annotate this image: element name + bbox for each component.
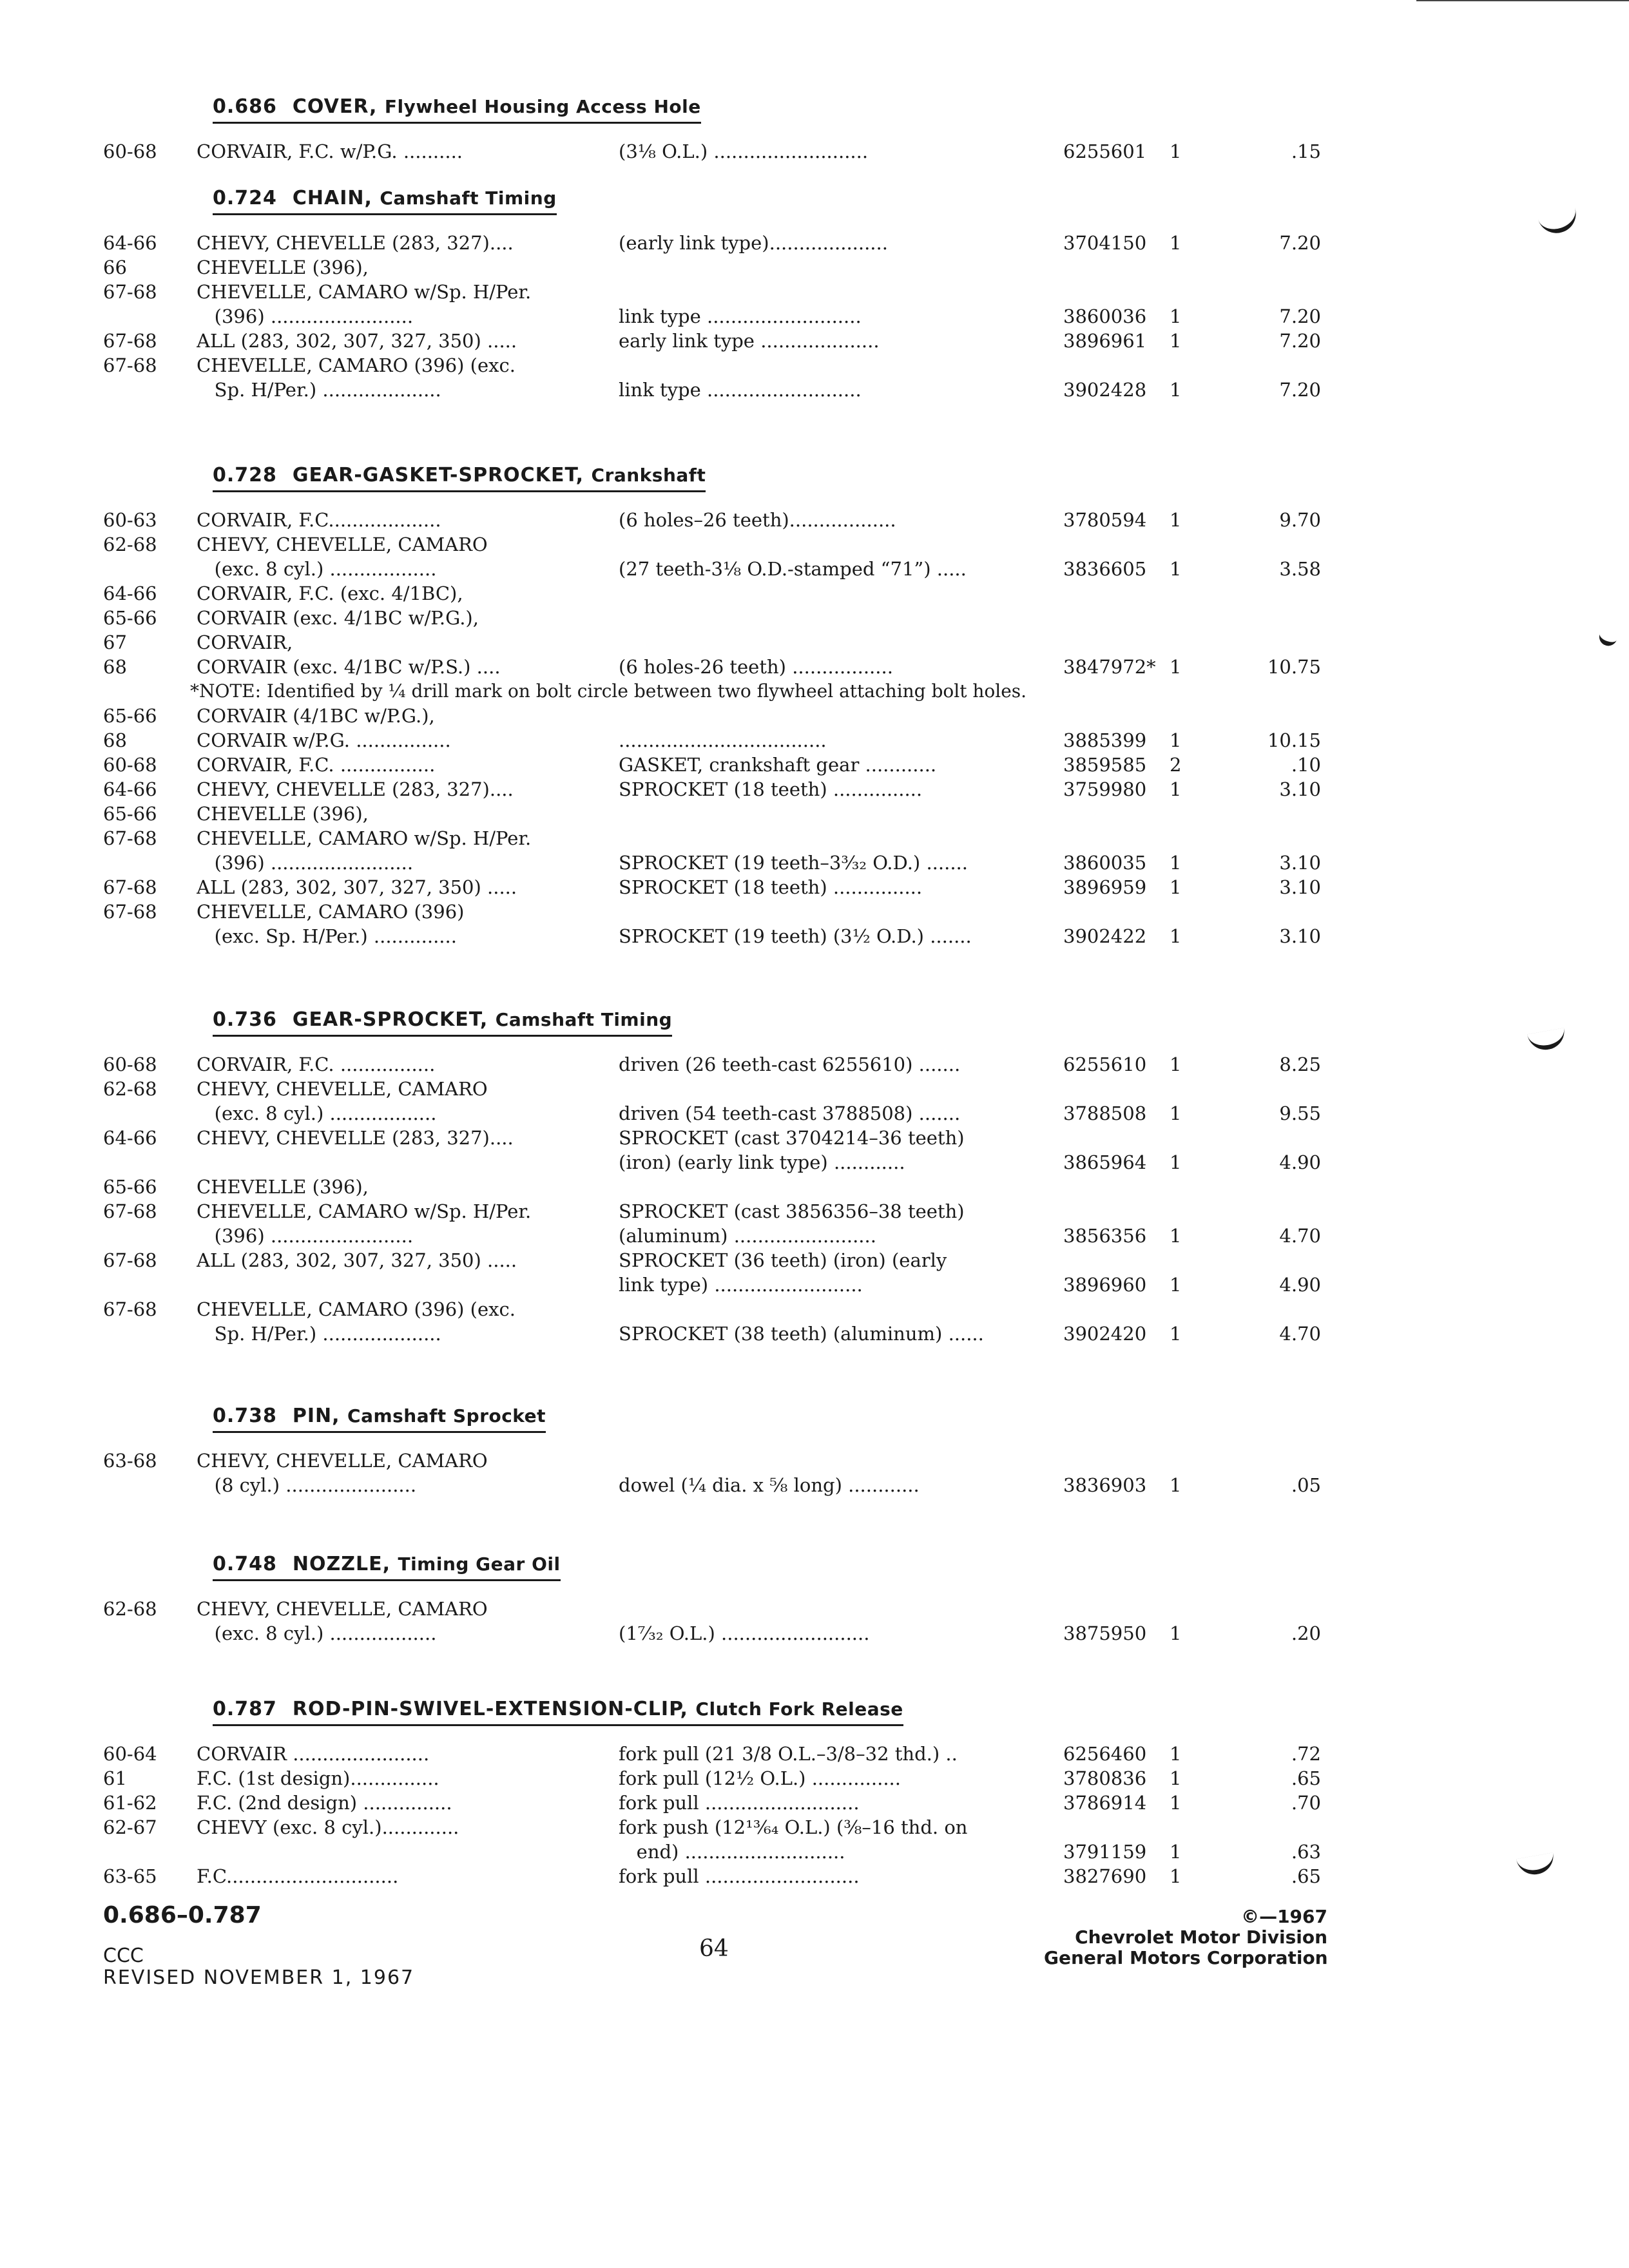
list-price: .65 [1291,1767,1321,1789]
description: link type .......................... [619,305,862,327]
part-number: 3896960 [1063,1274,1147,1296]
table-row [103,1126,1340,1150]
quantity: 1 [1170,852,1182,874]
model-years: 67-68 [103,901,157,923]
section-heading [213,187,557,215]
table-row [103,280,1340,304]
section-term: Timing Gear Oil [398,1553,561,1575]
application: (exc. 8 cyl.) .................. [197,1102,437,1124]
table-row [103,899,1340,924]
table-row [103,1742,1340,1766]
application: Sp. H/Per.) .................... [197,379,441,401]
table-row [103,1199,1340,1224]
application: CHEVELLE, CAMARO w/Sp. H/Per. [197,281,532,303]
part-number: 3827690 [1063,1865,1147,1887]
parts-list [103,508,1340,948]
copyright: ©—1967 [1241,1906,1327,1927]
quantity: 1 [1170,876,1182,898]
table-row [103,1150,1340,1175]
table-row [103,630,1340,655]
section-heading [213,1698,903,1726]
description: fork pull .......................... [619,1792,860,1814]
description: fork pull (12½ O.L.) ............... [619,1767,901,1789]
application: F.C. (2nd design) ............... [197,1792,452,1814]
application: (exc. 8 cyl.) .................. [197,1622,437,1644]
quantity: 1 [1170,1151,1182,1173]
table-row [103,231,1340,255]
list-price: 4.70 [1279,1323,1321,1345]
model-years: 67-68 [103,1298,157,1320]
parts-list [103,231,1340,402]
quantity: 1 [1170,509,1182,531]
parts-list [103,139,1340,164]
table-row [103,1273,1340,1297]
model-years: 60-64 [103,1743,157,1765]
table-row [103,304,1340,329]
list-price: 4.90 [1279,1274,1321,1296]
description: SPROCKET (38 teeth) (aluminum) ...... [619,1323,984,1345]
table-row [103,1175,1340,1199]
part-number: 3704150 [1063,232,1147,254]
part-number: 3875950 [1063,1622,1147,1644]
corporation-name: General Motors Corporation [1044,1947,1328,1968]
parts-list [103,1052,1340,1346]
quantity: 1 [1170,1841,1182,1863]
quantity: 1 [1170,379,1182,401]
description: SPROCKET (cast 3704214–36 teeth) [619,1127,965,1149]
table-row [103,581,1340,606]
section-code: 0.787 [213,1698,277,1720]
quantity: 1 [1170,232,1182,254]
application: CORVAIR (exc. 4/1BC w/P.S.) .... [197,656,501,678]
part-number: 3788508 [1063,1102,1147,1124]
section-title: GEAR-SPROCKET, [292,1008,488,1031]
section-term: Crankshaft [591,465,706,486]
application: (exc. Sp. H/Per.) .............. [197,925,457,947]
quantity: 1 [1170,558,1182,580]
model-years: 65-66 [103,705,157,727]
quantity: 1 [1170,1767,1182,1789]
application: CHEVELLE, CAMARO (396) [197,901,465,923]
table-row [103,139,1340,164]
list-price: 10.75 [1267,656,1321,678]
section-term: Camshaft Timing [495,1009,673,1030]
table-row [103,378,1340,402]
section-title: ROD-PIN-SWIVEL-EXTENSION-CLIP, [292,1698,688,1720]
model-years: 63-68 [103,1450,157,1472]
table-row [103,1297,1340,1321]
application: CHEVELLE, CAMARO w/Sp. H/Per. [197,1200,532,1222]
quantity: 1 [1170,1053,1182,1075]
application: CHEVELLE (396), [197,803,369,825]
list-price: .15 [1291,140,1321,162]
model-years: 68 [103,656,127,678]
description: link type .......................... [619,379,862,401]
list-price: 8.25 [1279,1053,1321,1075]
description: link type) ......................... [619,1274,863,1296]
table-row [103,1248,1340,1273]
list-price: .63 [1291,1841,1321,1863]
description: SPROCKET (19 teeth–3³⁄₃₂ O.D.) ....... [619,852,968,874]
model-years: 67-68 [103,827,157,849]
section-heading [213,1008,672,1037]
section-0-686 [103,95,1340,164]
application: CHEVY, CHEVELLE (283, 327).... [197,232,514,254]
section-heading [213,464,706,492]
quantity: 2 [1170,754,1182,776]
model-years: 67-68 [103,354,157,376]
table-row [103,1766,1340,1791]
section-title: GEAR-GASKET-SPROCKET, [292,464,584,486]
model-years: 63-65 [103,1865,157,1887]
list-price: 3.10 [1279,876,1321,898]
section-term: Camshaft Timing [380,187,557,209]
division-name: Chevrolet Motor Division [1075,1927,1327,1948]
section-0-724 [103,187,1340,402]
table-row [103,508,1340,532]
application: CHEVY, CHEVELLE, CAMARO [197,1078,488,1100]
description: driven (54 teeth-cast 3788508) ....... [619,1102,961,1124]
part-number: 3902428 [1063,379,1147,401]
table-row [103,826,1340,850]
application: CORVAIR, [197,631,293,653]
table-row [103,753,1340,777]
section-title: COVER, [292,95,378,118]
section-0-736 [103,1008,1340,1346]
model-years: 62-68 [103,1078,157,1100]
section-term: Camshaft Sprocket [347,1405,546,1427]
description: SPROCKET (36 teeth) (iron) (early [619,1249,947,1271]
table-row [103,1815,1340,1840]
ccc-label: CCC [103,1945,144,1967]
quantity: 1 [1170,1743,1182,1765]
model-years: 60-63 [103,509,157,531]
application: (8 cyl.) ...................... [197,1474,417,1496]
application: CHEVELLE, CAMARO (396) (exc. [197,354,516,376]
section-0-748 [103,1553,1340,1646]
description: (3⅛ O.L.) .......................... [619,140,869,162]
table-row [103,924,1340,948]
description: (6 holes-26 teeth) ................. [619,656,893,678]
section-code: 0.738 [213,1405,277,1427]
part-number: 3786914 [1063,1792,1147,1814]
section-title: NOZZLE, [292,1553,391,1575]
application: F.C. (1st design)............... [197,1767,439,1789]
table-row [103,557,1340,581]
description: driven (26 teeth-cast 6255610) ....... [619,1053,961,1075]
application: CHEVELLE (396), [197,1176,369,1198]
section-code: 0.748 [213,1553,277,1575]
quantity: 1 [1170,140,1182,162]
model-years: 67-68 [103,281,157,303]
list-price: .70 [1291,1792,1321,1814]
description: SPROCKET (18 teeth) ............... [619,876,923,898]
table-row [103,704,1340,728]
description: (aluminum) ........................ [619,1225,876,1247]
section-code: 0.736 [213,1008,277,1031]
model-years: 67-68 [103,1249,157,1271]
application: (exc. 8 cyl.) .................. [197,558,437,580]
list-price: 3.58 [1279,558,1321,580]
description: (1⁷⁄₃₂ O.L.) ......................... [619,1622,870,1644]
model-years: 64-66 [103,232,157,254]
part-number: 3791159 [1063,1841,1147,1863]
list-price: 3.10 [1279,778,1321,800]
model-years: 65-66 [103,803,157,825]
part-number: 3847972* [1063,656,1156,678]
list-price: .20 [1291,1622,1321,1644]
list-price: 7.20 [1279,305,1321,327]
table-row [103,329,1340,353]
quantity: 1 [1170,1792,1182,1814]
quantity: 1 [1170,330,1182,352]
part-number: 3856356 [1063,1225,1147,1247]
table-row [103,1101,1340,1126]
model-years: 67-68 [103,330,157,352]
model-years: 67 [103,631,127,653]
part-number: 3860035 [1063,852,1147,874]
part-number: 3865964 [1063,1151,1147,1173]
table-row [103,1448,1340,1473]
quantity: 1 [1170,1323,1182,1345]
model-years: 60-68 [103,754,157,776]
description: SPROCKET (cast 3856356–38 teeth) [619,1200,965,1222]
quantity: 1 [1170,925,1182,947]
description: (iron) (early link type) ............ [619,1151,905,1173]
section-code: 0.724 [213,187,277,209]
application: CHEVELLE, CAMARO (396) (exc. [197,1298,516,1320]
quantity: 1 [1170,1865,1182,1887]
part-number: 6256460 [1063,1743,1147,1765]
description: fork pull .......................... [619,1865,860,1887]
model-years: 61-62 [103,1792,157,1814]
section-heading [213,95,701,124]
part-number: 3780836 [1063,1767,1147,1789]
application: CHEVY, CHEVELLE (283, 327).... [197,1127,514,1149]
list-price: 3.10 [1279,925,1321,947]
page-range: 0.686–0.787 [103,1902,262,1928]
table-row [103,1224,1340,1248]
application: CHEVY (exc. 8 cyl.)............. [197,1816,459,1838]
table-row [103,1473,1340,1497]
model-years: 66 [103,256,127,278]
application: CORVAIR, F.C. ................ [197,754,436,776]
binder-mark-2 [1597,632,1617,649]
table-row [103,1621,1340,1646]
table-row [103,255,1340,280]
application: ALL (283, 302, 307, 327, 350) ..... [197,876,517,898]
application: CORVAIR ....................... [197,1743,430,1765]
list-price: 9.70 [1279,509,1321,531]
part-number: 3759980 [1063,778,1147,800]
description: early link type .................... [619,330,880,352]
table-row [103,875,1340,899]
table-row [103,655,1340,679]
section-heading [213,1405,546,1433]
quantity: 1 [1170,1474,1182,1496]
list-price: 4.90 [1279,1151,1321,1173]
part-number: 6255610 [1063,1053,1147,1075]
application: CHEVY, CHEVELLE, CAMARO [197,1598,488,1620]
section-0-728 [103,464,1340,948]
quantity: 1 [1170,1622,1182,1644]
section-title: PIN, [292,1405,340,1427]
application: CORVAIR (4/1BC w/P.G.), [197,705,435,727]
model-years: 64-66 [103,1127,157,1149]
application: F.C............................. [197,1865,399,1887]
model-years: 64-66 [103,582,157,604]
part-number: 3860036 [1063,305,1147,327]
quantity: 1 [1170,1225,1182,1247]
section-0-787 [103,1698,1340,1888]
list-price: 3.10 [1279,852,1321,874]
top-edge-rule [1416,0,1629,1]
application: Sp. H/Per.) .................... [197,1323,441,1345]
table-row [103,1077,1340,1101]
quantity: 1 [1170,1274,1182,1296]
list-price: 7.20 [1279,330,1321,352]
description: (27 teeth-3⅛ O.D.-stamped “71”) ..... [619,558,967,580]
description: end) ........................... [619,1841,845,1863]
description: dowel (¼ dia. x ⅝ long) ............ [619,1474,920,1496]
table-row [103,1052,1340,1077]
description: (6 holes–26 teeth).................. [619,509,896,531]
page-number: 64 [699,1936,729,1962]
description: GASKET, crankshaft gear ............ [619,754,937,776]
part-number: 3896961 [1063,330,1147,352]
application: CHEVY, CHEVELLE (283, 327).... [197,778,514,800]
revised-date: REVISED NOVEMBER 1, 1967 [103,1966,415,1989]
application: CORVAIR, F.C. w/P.G. .......... [197,140,463,162]
application: CHEVY, CHEVELLE, CAMARO [197,1450,488,1472]
application: CORVAIR, F.C................... [197,509,441,531]
binder-mark-1 [1538,207,1581,238]
model-years: 64-66 [103,778,157,800]
parts-list [103,1448,1340,1497]
quantity: 1 [1170,1102,1182,1124]
table-row [103,1321,1340,1346]
application: (396) ........................ [197,305,414,327]
model-years: 68 [103,729,127,751]
section-title: CHAIN, [292,187,372,209]
part-number: 3902420 [1063,1323,1147,1345]
description: SPROCKET (19 teeth) (3½ O.D.) ....... [619,925,972,947]
list-price: .72 [1291,1743,1321,1765]
application: (396) ........................ [197,1225,414,1247]
model-years: 65-66 [103,1176,157,1198]
application: CHEVELLE (396), [197,256,369,278]
table-row [103,850,1340,875]
application: ALL (283, 302, 307, 327, 350) ..... [197,330,517,352]
section-code: 0.728 [213,464,277,486]
part-number: 3836605 [1063,558,1147,580]
description: fork pull (21 3/8 O.L.–3/8–32 thd.) .. [619,1743,958,1765]
part-number: 3780594 [1063,509,1147,531]
application: ALL (283, 302, 307, 327, 350) ..... [197,1249,517,1271]
quantity: 1 [1170,778,1182,800]
description: (early link type).................... [619,232,888,254]
part-number: 3902422 [1063,925,1147,947]
parts-list [103,1742,1340,1888]
list-price: 7.20 [1279,232,1321,254]
binder-mark-3 [1527,1028,1567,1053]
application: CORVAIR, F.C. (exc. 4/1BC), [197,582,463,604]
model-years: 65-66 [103,607,157,629]
part-number: 6255601 [1063,140,1147,162]
part-number: 3885399 [1063,729,1147,751]
table-row [103,353,1340,378]
list-price: .05 [1291,1474,1321,1496]
list-price: .65 [1291,1865,1321,1887]
section-term: Flywheel Housing Access Hole [384,96,701,117]
table-row [103,606,1340,630]
table-row [103,532,1340,557]
quantity: 1 [1170,656,1182,678]
table-row [103,728,1340,753]
part-number: 3836903 [1063,1474,1147,1496]
application: CHEVELLE, CAMARO w/Sp. H/Per. [197,827,532,849]
part-number: 3896959 [1063,876,1147,898]
list-price: 10.15 [1267,729,1321,751]
binder-mark-4 [1516,1852,1556,1878]
application: CHEVY, CHEVELLE, CAMARO [197,533,488,555]
table-row [103,1597,1340,1621]
section-0-738 [103,1405,1340,1497]
description: SPROCKET (18 teeth) ............... [619,778,923,800]
model-years: 67-68 [103,876,157,898]
model-years: 62-68 [103,533,157,555]
description: ................................... [619,729,827,751]
list-price: 7.20 [1279,379,1321,401]
table-row [103,802,1340,826]
table-row [103,1864,1340,1888]
model-years: 61 [103,1767,127,1789]
quantity: 1 [1170,729,1182,751]
application: CORVAIR w/P.G. ................ [197,729,451,751]
list-price: 9.55 [1279,1102,1321,1124]
table-row [103,1791,1340,1815]
application: CORVAIR, F.C. ................ [197,1053,436,1075]
model-years: 67-68 [103,1200,157,1222]
model-years: 62-68 [103,1598,157,1620]
section-code: 0.686 [213,95,277,118]
table-row [103,777,1340,802]
section-term: Clutch Fork Release [695,1698,903,1720]
footnote: *NOTE: Identified by ¼ drill mark on bolt circle between two flywheel attaching bolt holes. [190,680,1027,702]
model-years: 60-68 [103,140,157,162]
model-years: 60-68 [103,1053,157,1075]
model-years: 62-67 [103,1816,157,1838]
application: CORVAIR (exc. 4/1BC w/P.G.), [197,607,479,629]
table-row [103,1840,1340,1864]
section-heading [213,1553,561,1581]
parts-list [103,1597,1340,1646]
quantity: 1 [1170,305,1182,327]
list-price: 4.70 [1279,1225,1321,1247]
application: (396) ........................ [197,852,414,874]
list-price: .10 [1291,754,1321,776]
description: fork push (12¹³⁄₆₄ O.L.) (⅜–16 thd. on [619,1816,968,1838]
part-number: 3859585 [1063,754,1147,776]
